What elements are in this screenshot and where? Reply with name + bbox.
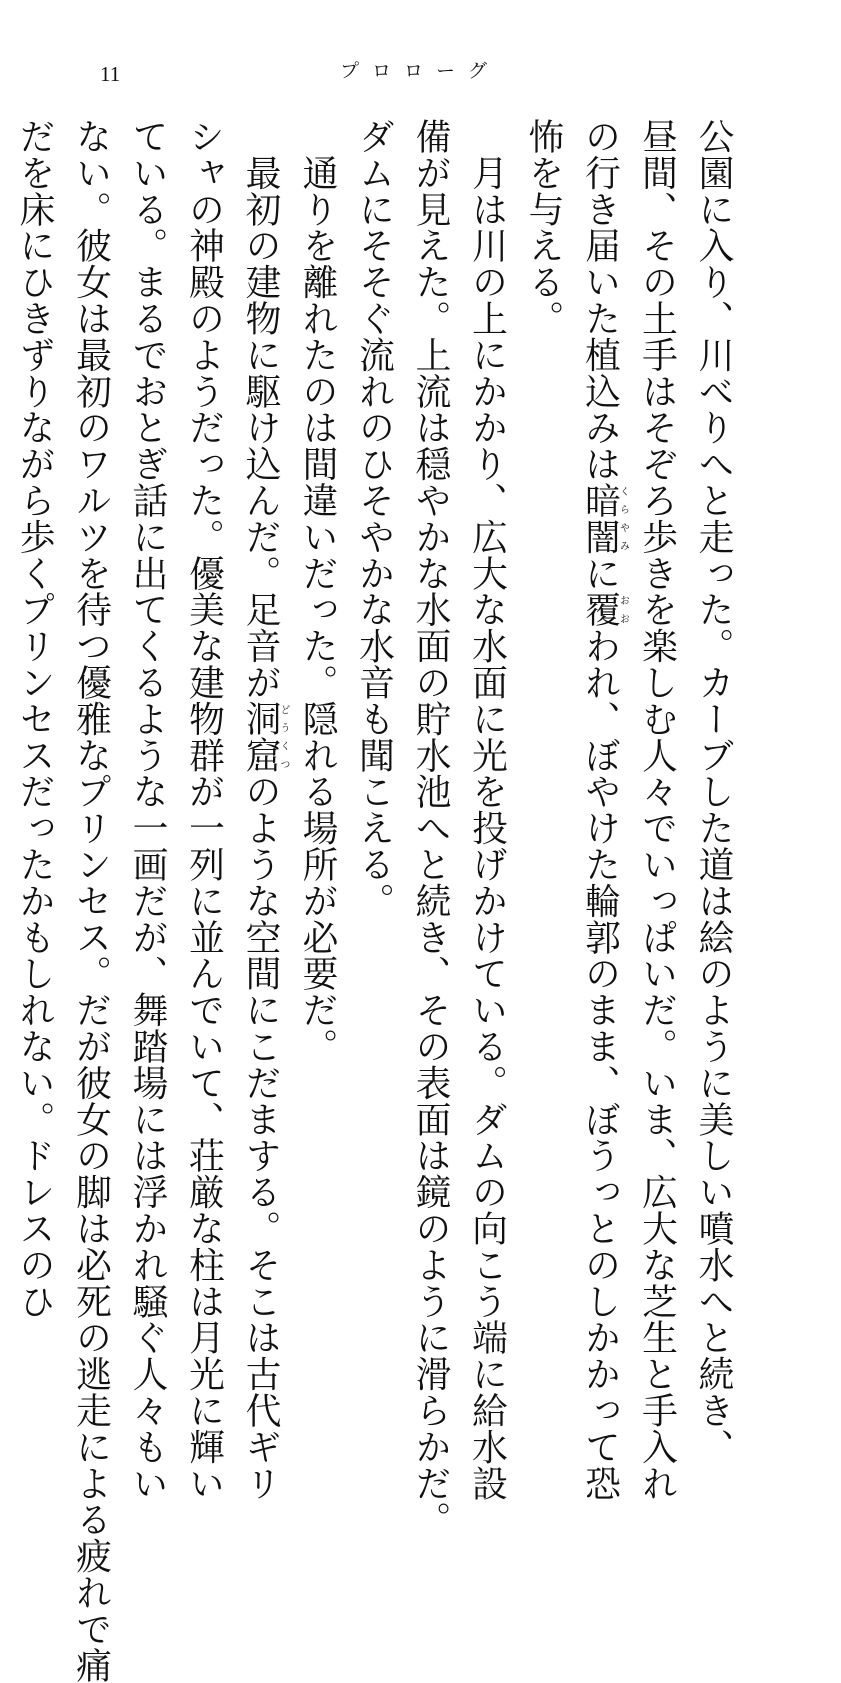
text-line: 公園に入り、川べりへと走った。カーブした道は絵のように美しい噴水へと続き、 — [693, 118, 734, 1465]
ruby-base: 覆 — [579, 591, 621, 628]
text-segment: の行き届いた植込みは — [579, 118, 621, 482]
vertical-body-text — [14, 118, 741, 1683]
text-segment: に — [579, 554, 621, 592]
ruby-base: 洞窟 — [240, 700, 281, 774]
text-line: 昼間、その土手はそぞろ歩きを楽しむ人々でいっぱいだ。いま、広大な芝生と手入れ — [636, 118, 678, 1502]
page-number: 11 — [100, 62, 121, 86]
text-line: ている。まるでおとぎ話に出てくるような一画だが、舞踏場には浮かれ騒ぐ人々もい — [127, 118, 168, 1502]
text-line: ない。彼女は最初のワルツを待つ優雅なプリンセス。だが彼女の脚は必死の逃走による疲れで痛 — [70, 118, 112, 1683]
text-segment: のような空間にこだまする。そこは古代ギリ — [240, 773, 281, 1502]
text-line — [0, 118, 6, 1128]
text-line — [571, 118, 629, 1502]
text-line — [232, 118, 289, 1502]
ruby-reading: どうくつ — [278, 700, 289, 774]
ruby-reading: くらやみ — [617, 482, 629, 555]
ruby-annotation — [579, 591, 629, 628]
text-segment: 最初の建物に駆け込んだ。足音が — [240, 118, 281, 701]
text-line: 怖を与える。 — [523, 118, 564, 337]
text-line: ダムにそそぐ流れのひそやかな水音も聞こえる。 — [353, 118, 395, 919]
ruby-reading: おお — [617, 591, 629, 628]
text-segment: われ、ぼやけた輪郭のまま、ぼうっとのしかかって恐 — [579, 627, 621, 1502]
text-line: シャの神殿のようだった。優美な建物群が一列に並んでいて、荘厳な柱は月光に輝い — [183, 118, 225, 1502]
text-line: 備が見えた。上流は穏やかな水面の貯水池へと続き、その表面は鏡のように滑らかだ。 — [410, 118, 451, 1538]
ruby-annotation — [579, 482, 629, 555]
ruby-annotation — [240, 700, 289, 774]
text-line: 月は川の上にかかり、広大な水面に光を投げかけている。ダムの向こう端に給水設 — [466, 118, 508, 1502]
text-line: 通りを離れたのは間違いだった。隠れる場所が必要だ。 — [297, 118, 338, 1065]
ruby-base: 暗闇 — [579, 482, 621, 555]
text-line: だを床にひきずりながら歩くプリンセスだったかもしれない。ドレスのひ — [14, 118, 55, 1320]
running-head: プロローグ — [340, 60, 501, 82]
